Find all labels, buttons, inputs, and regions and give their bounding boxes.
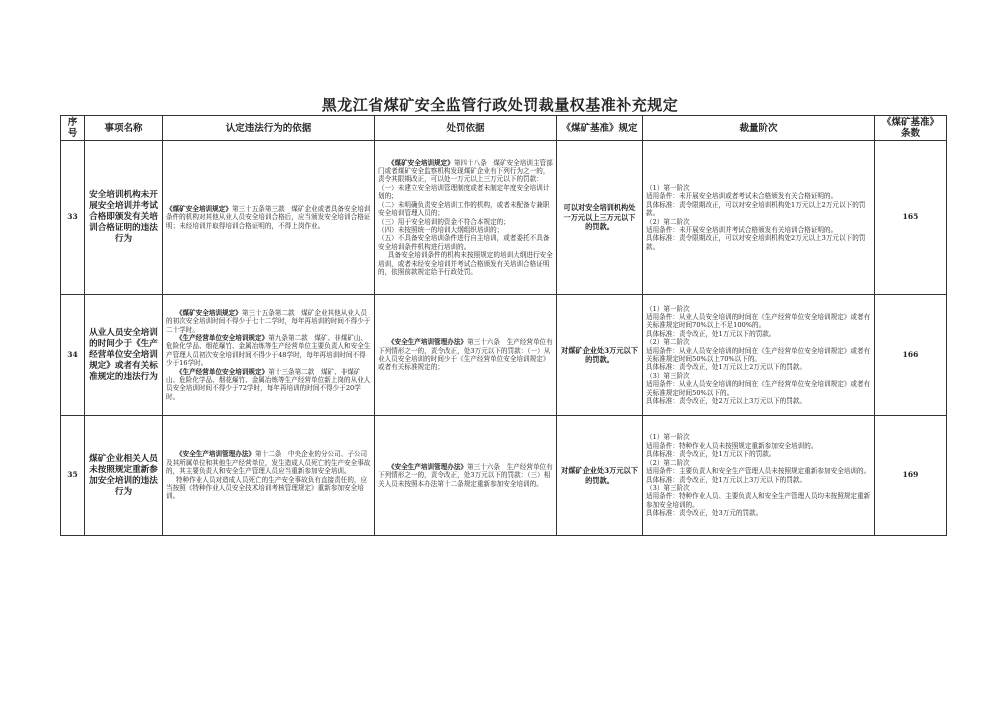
statute-text: 第三十六条 生产经营单位有下列情形之一的，责令改正，处3万元以下的罚款：（三）相关人员未按照本办法第十二条规定重新参加安全培训的。 [378,462,553,488]
paragraph [166,334,371,368]
article-number: 165 [875,141,947,295]
paragraph [378,201,553,218]
statute-text: 第十三条第二款 煤矿、非煤矿山、危险化学品、烟花爆竹、金属冶炼等生产经营单位新上岗的从业人员安全培训时间不得少于72学时，每年再培训的时间不得少于20学时。 [166,367,371,401]
level-line: 适用条件：未开展安全培训并考试合格颁发有关培训合格证明的。 [646,225,838,234]
paragraph [378,251,553,276]
statute-name: 《生产经营单位安全培训规定》 [175,367,269,376]
header-item: 事项名称 [85,116,163,141]
row-number: 34 [61,295,85,416]
statute-text: 第三十五条第二款 煤矿企业其他从业人员的初次安全培训时间不得少于七十二学时，每年再培训的时间不得少于二十学时。 [166,308,371,334]
table-row [61,416,947,536]
statute-name: 《安全生产培训管理办法》 [387,338,468,347]
violation-basis [163,416,375,536]
level-line: 适用条件：主要负责人和安全生产管理人员未按照规定重新参加安全培训的。 [646,467,871,476]
discretion-levels [643,416,875,536]
statute-text: （二）未明确负责安全培训工作的机构，或者未配备专兼职安全培训管理人员的； [378,200,550,218]
level-line: （3）第三阶次 [646,483,690,492]
paragraph [166,368,371,402]
statute-text: 第三十六条 生产经营单位有下列情形之一的，责令改正，处3万元以下的罚款：（一）从业人员安全培训的时间少于《生产经营单位安全培训规定》或者有关标准规定的； [378,338,553,372]
level-line: 适用条件：特种作业人员、主要负责人和安全生产管理人员均未按照规定重新参加安全培训的。 [646,492,871,509]
discretion-levels [643,295,875,416]
item-name: 从业人员安全培训的时间少于《生产经营单位安全培训规定》或者有关标准规定的违法行为 [85,295,163,416]
header-penalty: 处罚依据 [375,116,557,141]
statute-name: 《安全生产培训管理办法》 [387,462,468,471]
statute-text: 特种作业人员对造成人员死亡的生产安全事故负有直接责任的，应当按照《特种作业人员安全技术培训考核管理规定》重新参加安全培训。 [166,475,368,501]
statute-text: 第十二条 中央企业的分公司、子公司及其所属单位和其他生产经营单位，发生造成人员死亡的生产安全事故的，其主要负责人和安全生产管理人员应当重新参加安全培训。 [166,450,371,476]
row-number: 35 [61,416,85,536]
statute-text: 具备安全培训条件的机构未按照规定的培训大纲进行安全培训，或者未经安全培训并考试合格颁发有关培训合格证明的，依照前款规定给予行政处罚。 [378,251,553,276]
statute-name: 《煤矿安全培训规定》 [166,204,232,213]
header-basis: 认定违法行为的依据 [163,116,375,141]
violation-basis [163,295,375,416]
statute-name: 《安全生产培训管理办法》 [175,450,256,459]
level-line: 具体标准：责令限期改正，可以对安全培训机构处1万元以上2万元以下的罚款。 [646,200,866,218]
statute-text: 第三十五条第三款 煤矿企业或者具备安全培训条件的机构对其他从业人员安全培训合格后，应当颁发安全培训合格证明；未经培训并取得培训合格证明的，不得上岗作业。 [166,204,371,230]
statute-name: 《生产经营单位安全培训规定》 [175,333,269,342]
level-line: 具体标准：责令限期改正，可以对安全培训机构处2万元以上3万元以下的罚款。 [646,234,866,251]
level-line: （1）第一阶次 [646,433,690,442]
document-title: 黑龙江省煤矿安全监管行政处罚裁量权基准补充规定 [321,96,679,114]
item-name: 安全培训机构未开展安全培训并考试合格即颁发有关培训合格证明的违法行为 [85,141,163,295]
penalty-basis [375,416,557,536]
level-line: 具体标准：责令改正，处3万元的罚款。 [646,509,763,518]
paragraph [166,205,371,230]
statute-name: 《煤矿安全培训规定》 [175,308,242,317]
statute-text: （三）用于安全培训的资金不符合本规定的； [378,217,510,226]
level-line: 具体标准：责令改正，处1万元以上3万元以下的罚款。 [646,475,807,484]
header-article: 《煤矿基准》条数 [875,116,947,141]
level-line: （2）第二阶次 [646,458,690,467]
penalty-basis [375,295,557,416]
statute-text: （四）未按照统一的培训大纲组织培训的； [378,225,504,234]
violation-basis [163,141,375,295]
standard-rule: 对煤矿企业处3万元以下的罚款。 [557,295,643,416]
level-line: 具体标准：责令改正，处1万元以上2万元以下的罚款。 [646,363,807,372]
discretion-levels [643,141,875,295]
level-line: （1）第一阶次 [646,183,690,192]
level-line: 适用条件：未开展安全培训或者考试未合格颁发有关合格证明的。 [646,192,838,201]
penalty-table [60,115,947,536]
paragraph [378,338,553,372]
paragraph [378,184,553,201]
level-line: 适用条件：从业人员安全培训的时间在《生产经营单位安全培训规定》或者有关标准规定时间70%以上不足100%的。 [646,312,871,330]
level-line: 适用条件：从业人员安全培训的时间在《生产经营单位安全培训规定》或者有关标准规定时间50%以上70%以下的。 [646,346,871,363]
paragraph [378,159,553,184]
level-line: 具体标准：责令改正，处1万元以下的罚款。 [646,450,776,459]
article-number: 166 [875,295,947,416]
row-number: 33 [61,141,85,295]
header-row [61,116,947,141]
statute-text: 第四十八条 煤矿安全培训主管部门或者煤矿安全监察机构发现煤矿企业有下列行为之一的，责令其限期改正，可以处一万元以上三万元以下的罚款： [378,158,553,184]
paragraph [378,463,553,488]
paragraph [166,476,371,501]
statute-text: （五）不具备安全培训条件进行自主培训，或者委托不具备安全培训条件机构进行培训的。 [378,234,550,251]
level-line: （3）第三阶次 [646,371,690,380]
level-line: 具体标准：责令改正，处1万元以下的罚款。 [646,329,776,338]
header-levels: 裁量阶次 [643,116,875,141]
statute-text: 第九条第二款 煤矿、非煤矿山、危险化学品、烟花爆竹、金属冶炼等生产经营单位主要负责人和安全生产管理人员初次安全培训时间不得少于48学时，每年再培训时间不得少于16学时。 [166,333,371,368]
level-line: （2）第二阶次 [646,338,690,347]
article-number: 169 [875,416,947,536]
paragraph [378,218,553,226]
statute-name: 《煤矿安全培训规定》 [387,158,454,167]
level-line: 适用条件：特种作业人员未按照规定重新参加安全培训的。 [646,441,818,450]
penalty-basis [375,141,557,295]
header-std-rule: 《煤矿基准》规定 [557,116,643,141]
level-line: 适用条件：从业人员安全培训的时间在《生产经营单位安全培训规定》或者有关标准规定时间50%以下的。 [646,380,871,397]
paragraph [166,309,371,334]
statute-text: （一）未建立安全培训管理制度或者未制定年度安全培训计划的； [378,183,550,201]
level-line: （2）第二阶次 [646,217,690,226]
standard-rule: 可以对安全培训机构处一万元以上三万元以下的罚款。 [557,141,643,295]
level-line: （1）第一阶次 [646,304,690,313]
paragraph [378,234,553,251]
table-row [61,141,947,295]
level-line: 具体标准：责令改正，处2万元以上3万元以下的罚款。 [646,397,807,406]
standard-rule: 对煤矿企业处3万元以下的罚款。 [557,416,643,536]
paragraph [166,450,371,475]
table-row [61,295,947,416]
header-no: 序号 [61,116,85,141]
item-name: 煤矿企业相关人员未按照规定重新参加安全培训的违法行为 [85,416,163,536]
